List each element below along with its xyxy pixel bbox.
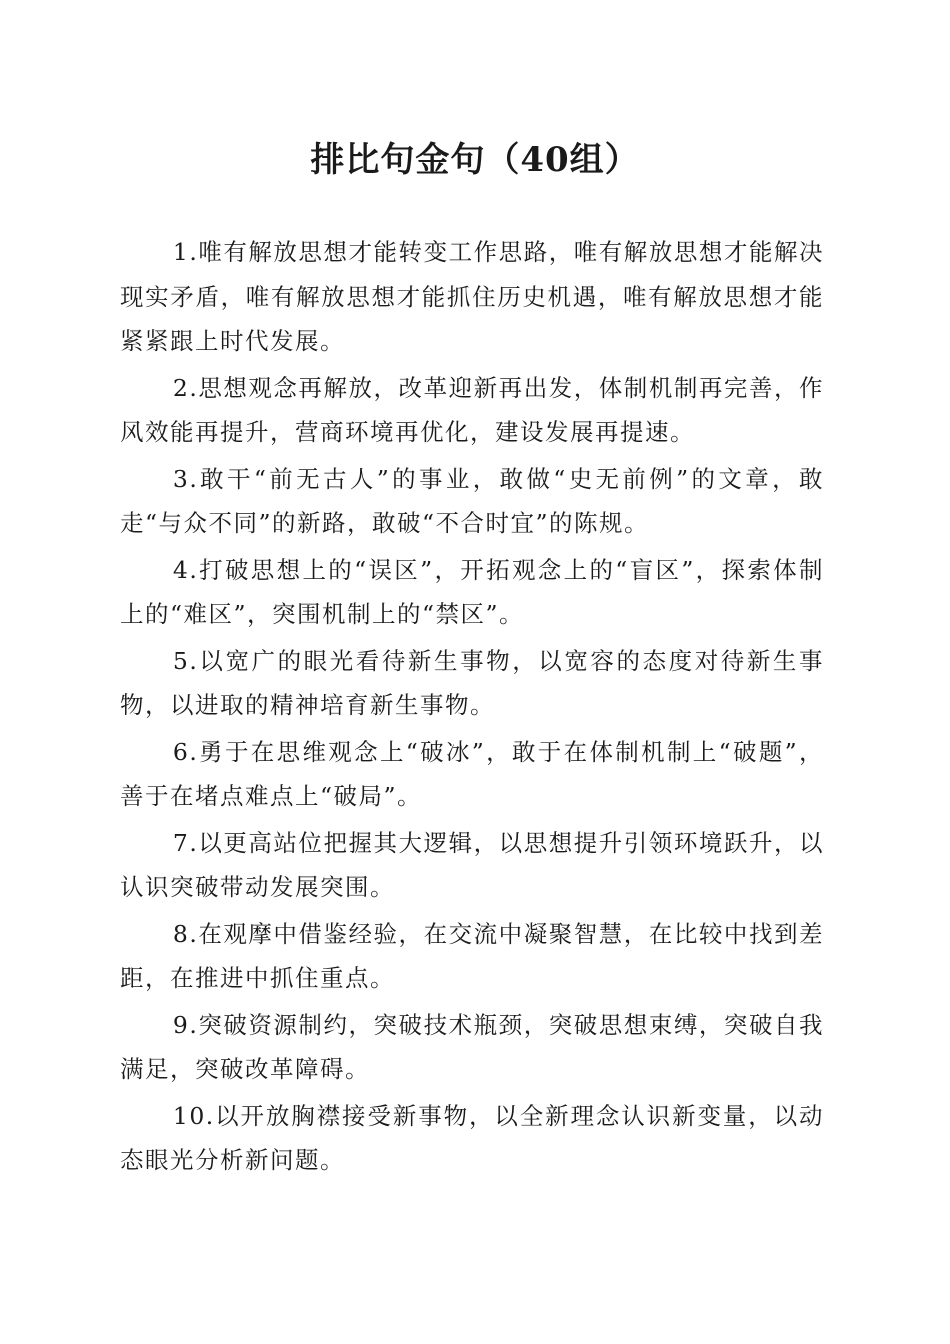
paragraph-3: 3.敢干“前无古人”的事业，敢做“史无前例”的文章，敢走“与众不同”的新路，敢破“不合时宜”的陈规。: [120, 464, 824, 537]
paragraph-6: 6.勇于在思维观念上“破冰”，敢于在体制机制上“破题”，善于在堵点难点上“破局”。: [120, 737, 824, 810]
paragraph-8: 8.在观摩中借鉴经验，在交流中凝聚智慧，在比较中找到差距，在推进中抓住重点。: [120, 919, 824, 992]
paragraph-1: 1.唯有解放思想才能转变工作思路，唯有解放思想才能解决现实矛盾，唯有解放思想才能抓住历史机遇，唯有解放思想才能紧紧跟上时代发展。: [120, 238, 824, 355]
paragraph-2: 2.思想观念再解放，改革迎新再出发，体制机制再完善，作风效能再提升，营商环境再优化，建设发展再提速。: [120, 373, 824, 446]
paragraph-10: 10.以开放胸襟接受新事物，以全新理念认识新变量，以动态眼光分析新问题。: [120, 1101, 824, 1174]
paragraph-4: 4.打破思想上的“误区”，开拓观念上的“盲区”，探索体制上的“难区”，突围机制上的“禁区”。: [120, 555, 824, 628]
paragraph-7: 7.以更高站位把握其大逻辑，以思想提升引领环境跃升，以认识突破带动发展突围。: [120, 828, 824, 901]
document-title: 排比句金句（40组）: [310, 140, 640, 180]
paragraph-9: 9.突破资源制约，突破技术瓶颈，突破思想束缚，突破自我满足，突破改革障碍。: [120, 1010, 824, 1083]
document-body: [120, 230, 824, 1185]
paragraph-5: 5.以宽广的眼光看待新生事物，以宽容的态度对待新生事物，以进取的精神培育新生事物。: [120, 646, 824, 719]
